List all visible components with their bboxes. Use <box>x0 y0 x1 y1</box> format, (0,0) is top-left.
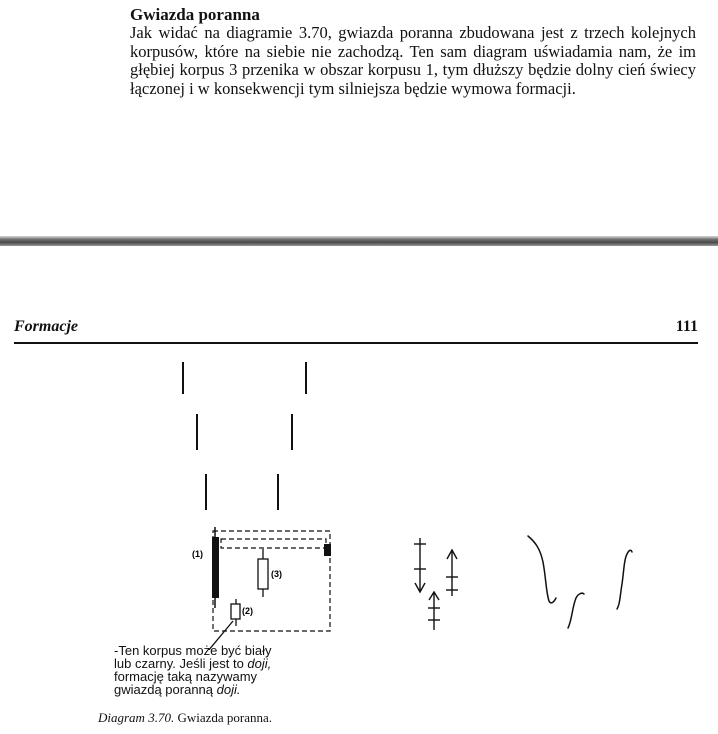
caption-label: Diagram 3.70. <box>98 710 175 725</box>
candle-3-label: (3) <box>271 569 282 579</box>
callout-doji-2: doji. <box>216 682 241 697</box>
running-head: Formacje <box>14 318 78 335</box>
page-number: 111 <box>675 318 698 335</box>
candle-1-label: (1) <box>192 549 203 559</box>
shadow-sketch <box>414 538 458 630</box>
callout-line-1: Ten korpus może być biały <box>118 643 272 658</box>
header-rule <box>14 342 698 344</box>
decorative-dashes <box>183 362 306 510</box>
candle-1 <box>212 527 219 608</box>
callout-bullet: - <box>114 643 119 658</box>
section-body: Jak widać na diagramie 3.70, gwiazda poranna zbudowana jest z trzech kolejnych korpusów, które na siebie nie zachodzą. Ten sam diagram uświadamia nam, że im głębiej korpus 3 przenika w obszar korpusu 1, tym dłuższy będzie dolny cień świecy łączonej i w konsekwencji tym silniejsza będzie wymowa formacji. <box>130 23 696 98</box>
hand-drawn-curves <box>528 536 632 628</box>
morning-star-diagram <box>0 350 718 650</box>
candle-3 <box>258 549 268 597</box>
caption-text: Gwiazda poranna. <box>177 710 273 725</box>
callout-line-2: lub czarny. Jeśli jest to <box>114 656 248 671</box>
callout-line-4: gwiazdą poranną <box>114 682 217 697</box>
diagram-callout <box>114 644 324 696</box>
section-title: Gwiazda poranna <box>130 5 260 24</box>
candle-right-body <box>324 544 331 556</box>
callout-doji-1: doji, <box>247 656 272 671</box>
page-divider <box>0 236 718 246</box>
diagram-caption <box>98 710 272 726</box>
candle-2-label: (2) <box>242 606 253 616</box>
callout-line-3: formację taką nazywamy <box>114 669 258 684</box>
